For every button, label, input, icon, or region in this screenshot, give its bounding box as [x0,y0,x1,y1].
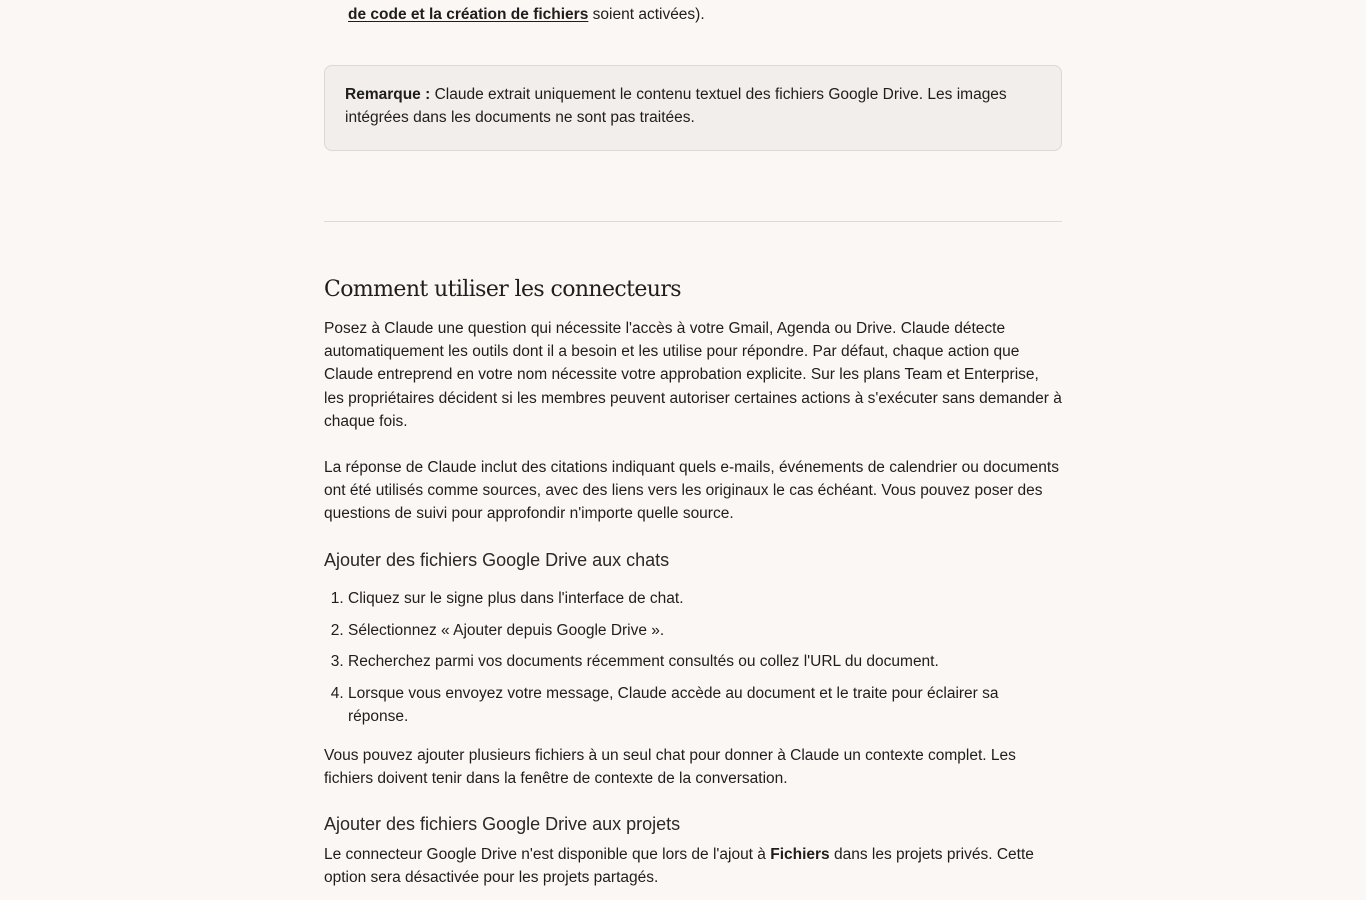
list-item: 4. Lorsque vous envoyez votre message, Claude accède au document et le traite pour éclairer sa réponse. [348,682,1048,728]
chat-steps-list [324,587,1048,737]
list-item: 1. Cliquez sur le signe plus dans l'interface de chat. [348,587,1048,610]
note-callout [324,65,1062,151]
continued-paragraph [348,3,1048,26]
files-label: Fichiers [770,846,830,863]
list-item: 2. Sélectionnez « Ajouter depuis Google Drive ». [348,619,1048,642]
chats-subtitle: Ajouter des fichiers Google Drive aux chats [324,550,670,570]
projects-subtitle: Ajouter des fichiers Google Drive aux projets [324,814,681,834]
citations-paragraph: La réponse de Claude inclut des citations indiquant quels e-mails, événements de calendrier ou documents ont été utilisés comme sources, avec des liens vers les originaux le cas échéant. Vous pouvez poser des questions de suivi pour approfondir n'importe quelle source. [324,459,1059,523]
note-label: Remarque : [345,86,431,103]
intro-paragraph: Posez à Claude une question qui nécessite l'accès à votre Gmail, Agenda ou Drive. Claude détecte automatiquement les outils dont il a besoin et les utilise pour répondre. Par défaut, chaque action que Claude entreprend en votre nom nécessite votre approbation explicite. Sur les plans Team et Enterprise, les propriétaires décident si les membres peuvent autoriser certaines actions à s'exécuter sans demander à chaque fois. [324,320,1062,430]
continued-text: soient activées). [588,6,705,23]
projects-paragraph [324,843,1062,889]
section-divider [324,221,1062,222]
chats-paragraph: Vous pouvez ajouter plusieurs fichiers à un seul chat pour donner à Claude un contexte complet. Les fichiers doivent tenir dans la fenêtre de contexte de la conversation. [324,747,1016,788]
note-text: Claude extrait uniquement le contenu textuel des fichiers Google Drive. Les images intégrées dans les documents ne sont pas traitées. [345,86,1007,127]
projects-text-after: dans les projets privés. Cette option sera désactivée pour les projets partagés. [324,846,1034,887]
projects-text-before: Le connecteur Google Drive n'est disponible que lors de l'ajout à [324,846,771,863]
section-title: Comment utiliser les connecteurs [324,277,681,302]
list-item: 3. Recherchez parmi vos documents récemment consultés ou collez l'URL du document. [348,650,1048,673]
code-execution-link[interactable]: de code et la création de fichiers [348,6,589,23]
